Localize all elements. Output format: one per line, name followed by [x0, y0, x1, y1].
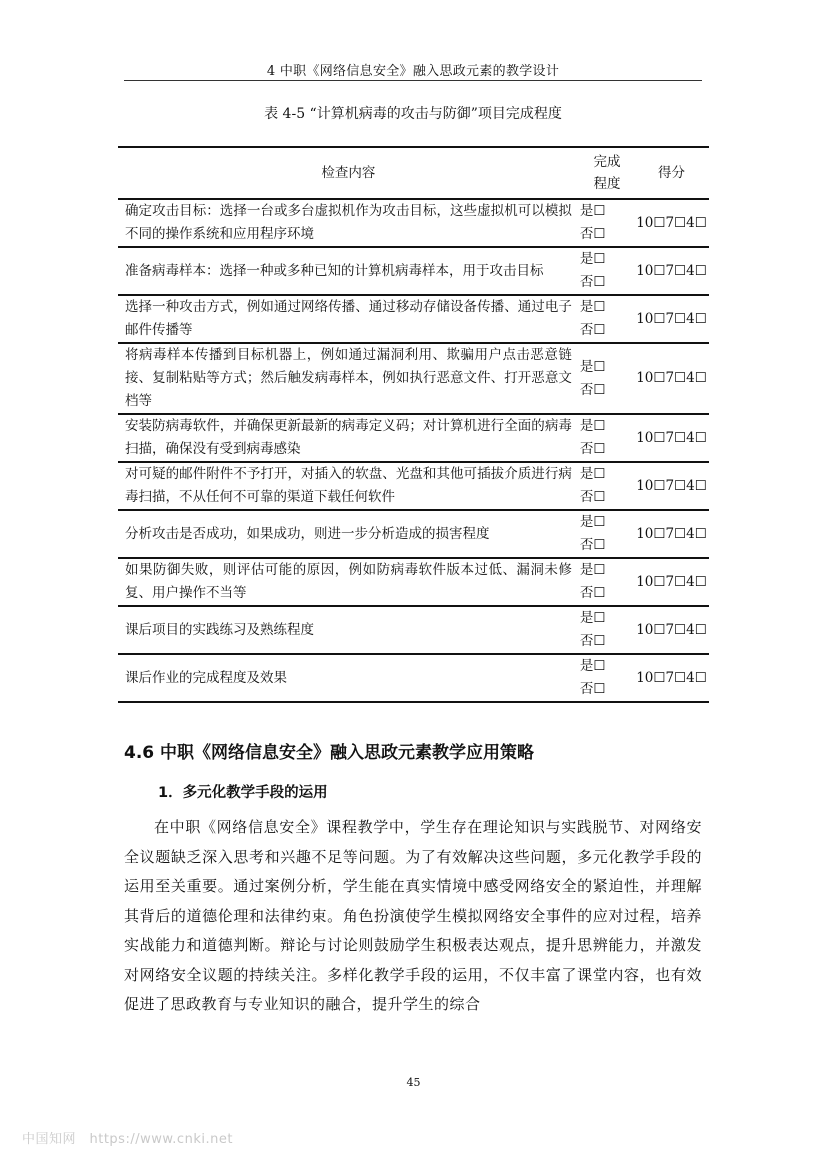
row-score: 10☐7☐4☐	[634, 510, 709, 558]
header-score: 得分	[634, 147, 709, 199]
table-row	[118, 558, 709, 606]
header-rule	[124, 80, 702, 81]
yes-checkbox: 是☐	[579, 418, 606, 434]
table-row	[118, 462, 709, 510]
row-content: 对可疑的邮件附件不予打开，对插入的软盘、光盘和其他可插拔介质进行病毒扫描，不从任何不可靠的渠道下载任何软件	[118, 462, 578, 510]
section-heading: 4.6 中职《网络信息安全》融入思政元素教学应用策略	[124, 743, 535, 763]
row-done	[578, 414, 634, 462]
header-done-line1: 完成	[593, 154, 621, 170]
no-checkbox: 否☐	[579, 537, 606, 553]
header-content: 检查内容	[118, 147, 578, 199]
yes-checkbox: 是☐	[579, 658, 606, 674]
no-checkbox: 否☐	[579, 322, 606, 338]
yes-checkbox: 是☐	[579, 514, 606, 530]
table-row	[118, 295, 709, 343]
row-content: 将病毒样本传播到目标机器上，例如通过漏洞利用、欺骗用户点击恶意链接、复制粘贴等方式；然后触发病毒样本，例如执行恶意文件、打开恶意文档等	[118, 343, 578, 414]
table-row	[118, 606, 709, 654]
body-paragraph: 在中职《网络信息安全》课程教学中，学生存在理论知识与实践脱节、对网络安全议题缺乏深入思考和兴趣不足等问题。为了有效解决这些问题，多元化教学手段的运用至关重要。通过案例分析，学生能在真实情境中感受网络安全的紧迫性，并理解其背后的道德伦理和法律约束。角色扮演使学生模拟网络安全事件的应对过程，培养实战能力和道德判断。辩论与讨论则鼓励学生积极表达观点，提升思辨能力，并激发对网络安全议题的持续关注。多样化教学手段的运用，不仅丰富了课堂内容，也有效促进了思政教育与专业知识的融合，提升学生的综合	[124, 818, 702, 1013]
row-done	[578, 247, 634, 295]
row-score: 10☐7☐4☐	[634, 462, 709, 510]
row-score: 10☐7☐4☐	[634, 558, 709, 606]
no-checkbox: 否☐	[579, 681, 606, 697]
row-content: 准备病毒样本：选择一种或多种已知的计算机病毒样本，用于攻击目标	[118, 247, 578, 295]
row-score: 10☐7☐4☐	[634, 414, 709, 462]
row-content: 如果防御失败，则评估可能的原因，例如防病毒软件版本过低、漏洞未修复、用户操作不当等	[118, 558, 578, 606]
table-row	[118, 414, 709, 462]
table-row	[118, 654, 709, 702]
row-done	[578, 510, 634, 558]
table-row	[118, 510, 709, 558]
yes-checkbox: 是☐	[579, 610, 606, 626]
row-done	[578, 654, 634, 702]
header-done-line2: 程度	[593, 176, 621, 192]
row-content: 分析攻击是否成功，如果成功，则进一步分析造成的损害程度	[118, 510, 578, 558]
row-content: 课后项目的实践练习及熟练程度	[118, 606, 578, 654]
row-done	[578, 295, 634, 343]
yes-checkbox: 是☐	[579, 251, 606, 267]
page-number: 45	[406, 1076, 421, 1089]
table-header-row	[118, 147, 709, 199]
no-checkbox: 否☐	[579, 226, 606, 242]
row-score: 10☐7☐4☐	[634, 199, 709, 247]
yes-checkbox: 是☐	[579, 562, 606, 578]
header-done	[578, 147, 634, 199]
row-score: 10☐7☐4☐	[634, 295, 709, 343]
table-row	[118, 247, 709, 295]
row-done	[578, 343, 634, 414]
yes-checkbox: 是☐	[579, 466, 606, 482]
no-checkbox: 否☐	[579, 381, 606, 398]
row-content: 确定攻击目标：选择一台或多台虚拟机作为攻击目标，这些虚拟机可以模拟不同的操作系统和应用程序环境	[118, 199, 578, 247]
no-checkbox: 否☐	[579, 441, 606, 457]
row-done	[578, 199, 634, 247]
watermark: 中国知网 https://www.cnki.net	[22, 1132, 233, 1147]
row-done	[578, 558, 634, 606]
row-content: 安装防病毒软件，并确保更新最新的病毒定义码；对计算机进行全面的病毒扫描，确保没有受到病毒感染	[118, 414, 578, 462]
row-score: 10☐7☐4☐	[634, 343, 709, 414]
table-row	[118, 343, 709, 414]
evaluation-table	[118, 146, 709, 703]
running-header: 4 中职《网络信息安全》融入思政元素的教学设计	[266, 64, 560, 79]
no-checkbox: 否☐	[579, 274, 606, 290]
row-done	[578, 606, 634, 654]
row-content: 选择一种攻击方式，例如通过网络传播、通过移动存储设备传播、通过电子邮件传播等	[118, 295, 578, 343]
row-score: 10☐7☐4☐	[634, 247, 709, 295]
no-checkbox: 否☐	[579, 633, 606, 649]
row-content: 课后作业的完成程度及效果	[118, 654, 578, 702]
yes-checkbox: 是☐	[579, 358, 606, 375]
table-row	[118, 199, 709, 247]
yes-checkbox: 是☐	[579, 203, 606, 219]
sub-heading: 1．多元化教学手段的运用	[158, 785, 328, 801]
row-done	[578, 462, 634, 510]
no-checkbox: 否☐	[579, 585, 606, 601]
table-caption: 表 4-5 “计算机病毒的攻击与防御”项目完成程度	[264, 106, 562, 122]
yes-checkbox: 是☐	[579, 299, 606, 315]
row-score: 10☐7☐4☐	[634, 654, 709, 702]
no-checkbox: 否☐	[579, 489, 606, 505]
row-score: 10☐7☐4☐	[634, 606, 709, 654]
